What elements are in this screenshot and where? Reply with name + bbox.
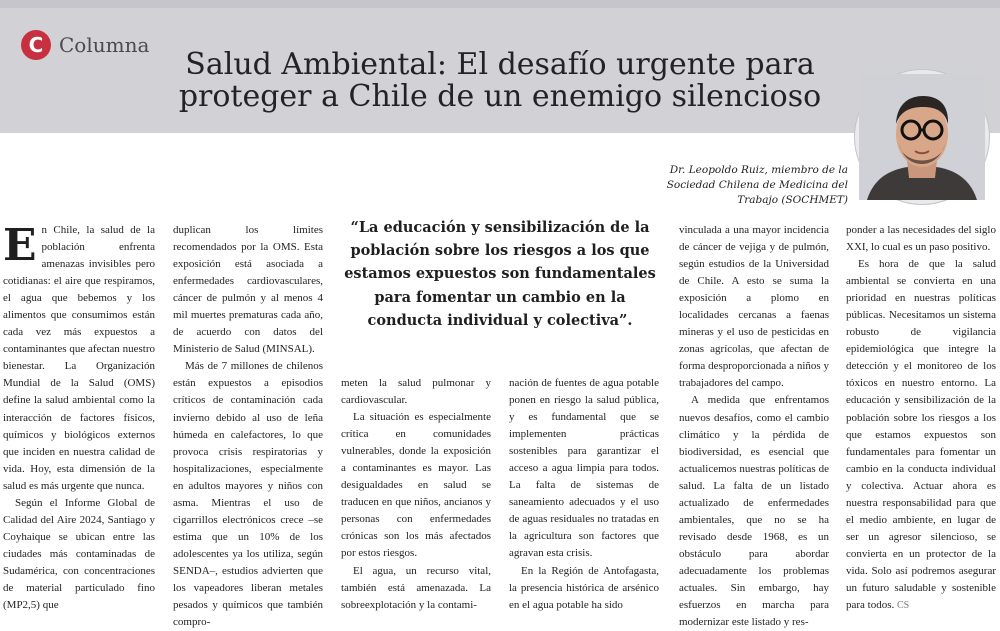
column-badge: C (21, 30, 51, 60)
author-photo-illustration (859, 74, 985, 200)
article-column-4 (509, 375, 659, 611)
headline-line-2: proteger a Chile de un enemigo silencioso (178, 78, 822, 114)
article-paragraph: ponder a las necesidades del siglo XXI, lo cual es un paso positivo. (846, 224, 996, 254)
article-column-1 (3, 220, 155, 612)
article-paragraph: meten la salud pulmonar y cardiovascular. (341, 377, 491, 407)
end-mark: CS (897, 600, 910, 612)
article-paragraph: vinculada a una mayor incidencia de cáncer de vejiga y de pulmón, según estudios de la Universidad de Chile. A esto se suma la exposición a plomo en localidades cercanas a faenas mineras y el uso de pesticidas en zonas agrícolas, que afectan de forma desproporcionada a niños y trabajadores del campo. (679, 224, 829, 390)
article-paragraph: En la Región de Antofagasta, la presencia histórica de arsénico en el agua potable ha sido (509, 564, 659, 611)
article-paragraph: En Chile, la salud de la población enfrenta amenazas invisibles pero cotidianas: el aire que respiramos, el agua que bebemos y los alimentos que consumimos están cada vez más expuestos a contaminantes que afectan nuestro bienestar. La Organización Mundial de la Salud (OMS) define la salud ambiental como la interacción de factores físicos, químicos y biológicos externos que inciden en nuestra calidad de vida. Hoy, esta dimensión de la salud es más urgente que nunca. (3, 220, 155, 492)
article-paragraph: duplican los límites recomendados por la OMS. Esta exposición está asociada a enfermedades cardiovasculares, cáncer de pulmón y al menos 4 mil muertes prematuras cada año, de acuerdo con datos del Ministerio de Salud (MINSAL). (173, 224, 323, 356)
section-label: Columna (59, 33, 150, 57)
byline (640, 163, 848, 209)
article-paragraph: La situación es especialmente crítica en comunidades vulnerables, donde la exposición a contaminantes es mayor. Las desigualdades en salud se traducen en que niños, ancianos y personas con enfermedades crónicas son los más afectados por estos riesgos. (341, 411, 491, 560)
article-paragraph: Según el Informe Global de Calidad del Aire 2024, Santiago y Coyhaique se ubican entre las ciudades más contaminadas de Sudamérica, con concentraciones de material particulado fino (MP2,5) que (3, 496, 155, 612)
article-paragraph: El agua, un recurso vital, también está amenazada. La sobreexplotación y la contami- (341, 564, 491, 611)
byline-line-3: Trabajo (SOCHMET) (737, 194, 848, 207)
headline-line-1: Salud Ambiental: El desafío urgente para (185, 47, 815, 82)
byline-line-1: Dr. Leopoldo Ruiz, miembro de la (669, 164, 848, 176)
headline (150, 49, 850, 113)
pull-quote: “La educación y sensibilización de la población sobre los riesgos a los que estamos expuestos son fundamentales para fomentar un cambio en la conducta individual y colectiva”. (344, 219, 656, 329)
article-paragraph: Más de 7 millones de chilenos están expuestos a episodios críticos de contaminación cada invierno debido al uso de leña húmeda en calefactores, lo que provoca crisis respiratorias y hospitalizaciones, especialmente en adultos mayores y niños con asma. Mientras el uso de cigarrillos electrónicos crece –se estima que un 10% de los adolescentes ya los utiliza, según SENDA–, estudios advierten que los vapeadores liberan metales pesados y químicos que también compro- (173, 360, 323, 629)
article-column-2 (173, 222, 323, 629)
article-column-5 (679, 222, 829, 629)
article-column-3 (341, 375, 491, 611)
author-portrait (855, 70, 989, 204)
article-paragraph: A medida que enfrentamos nuevos desafíos, como el cambio climático y la pérdida de biodiversidad, es esencial que actualicemos nuestras políticas de salud. La falta de un listado actualizado de enfermedades ambientales, que no se ha revisado desde 1968, es un obstáculo para abordar adecuadamente los problemas actuales. Sin embargo, hay esfuerzos en marcha para modernizar este listado y res- (679, 394, 829, 629)
article-paragraph: Es hora de que la salud ambiental se convierta en una prioridad en nuestras políticas públicas. Necesitamos un sistema robusto de vigilancia epidemiológica que integre la detección y el monitoreo de los tóxicos en nuestro entorno. La educación y sensibilización de la población sobre los riesgos a los que estamos expuestos son fundamentales para fomentar un cambio en la conducta individual y colectiva. Actuar ahora es nuestra responsabilidad para que el medio ambiente, en lugar de ser un agresor silencioso, se convierta en un protector de la vida. Solo así podremos asegurar un futuro saludable y sostenible para todos. CS (846, 258, 996, 612)
drop-cap: E (3, 220, 37, 271)
byline-line-2: Sociedad Chilena de Medicina del (666, 179, 848, 192)
article-paragraph: nación de fuentes de agua potable ponen en riesgo la salud pública, y es fundamental que se implementen prácticas sostenibles para garantizar el acceso a agua limpia para todos. La falta de sistemas de saneamiento adecuados y el uso de aguas residuales no tratadas en la agricultura son factores que agravan esta crisis. (509, 377, 659, 560)
article-column-6 (846, 222, 996, 612)
